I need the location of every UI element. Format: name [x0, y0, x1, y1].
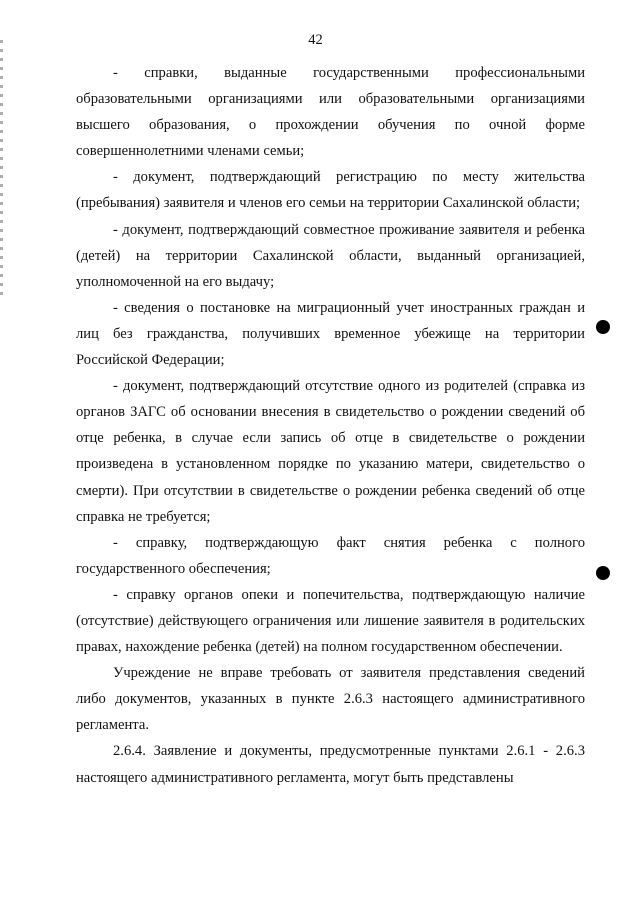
page-number: 42: [308, 32, 323, 48]
paragraph-guardianship-certificate: - справку органов опеки и попечительства, подтверждающую наличие (отсутствие) действующего ограничения или лишение заявителя в родительских правах, нахождение ребенка (детей) на полном государственном обеспечении.: [76, 586, 585, 656]
paragraph-institution-restriction: Учреждение не вправе требовать от заявителя представления сведений либо документов, указанных в пункте 2.6.3 настоящего административного регламента.: [76, 665, 585, 734]
paragraph-student-certificates: - справки, выданные государственными профессиональными образовательными организациями или образовательными организациями высшего образования, о прохождении обучения по очной форме совершеннолетними членами семьи;: [76, 65, 585, 160]
paragraph-state-care-removal: - справку, подтверждающую факт снятия ребенка с полного государственного обеспечения;: [76, 534, 585, 577]
document-body: [76, 60, 585, 791]
paragraph-2-6-4: 2.6.4. Заявление и документы, предусмотренные пунктами 2.6.1 - 2.6.3 настоящего административного регламента, могут быть представлены: [76, 743, 585, 786]
paragraph-absent-parent-document: - документ, подтверждающий отсутствие одного из родителей (справка из органов ЗАГС об основании внесения в свидетельство о рождении сведений об отце ребенка, в случае если запись об отце в свидетельстве о рождении произведена в установленном порядке по указанию матери, свидетельство о смерти). При отсутствии в свидетельстве о рождении ребенка сведений об отце справка не требуется;: [76, 378, 585, 525]
paragraph-registration-document: - документ, подтверждающий регистрацию по месту жительства (пребывания) заявителя и членов его семьи на территории Сахалинской области;: [76, 169, 585, 212]
punch-hole-bottom: [596, 566, 610, 580]
paragraph-cohabitation-document: - документ, подтверждающий совместное проживание заявителя и ребенка (детей) на территории Сахалинской области, выданный организацией, уполномоченной на его выдачу;: [76, 221, 585, 290]
paragraph-migration-record: - сведения о постановке на миграционный учет иностранных граждан и лиц без гражданства, получивших временное убежище на территории Российской Федерации;: [76, 299, 585, 369]
scan-edge-marks: [0, 40, 3, 300]
punch-hole-top: [596, 320, 610, 334]
